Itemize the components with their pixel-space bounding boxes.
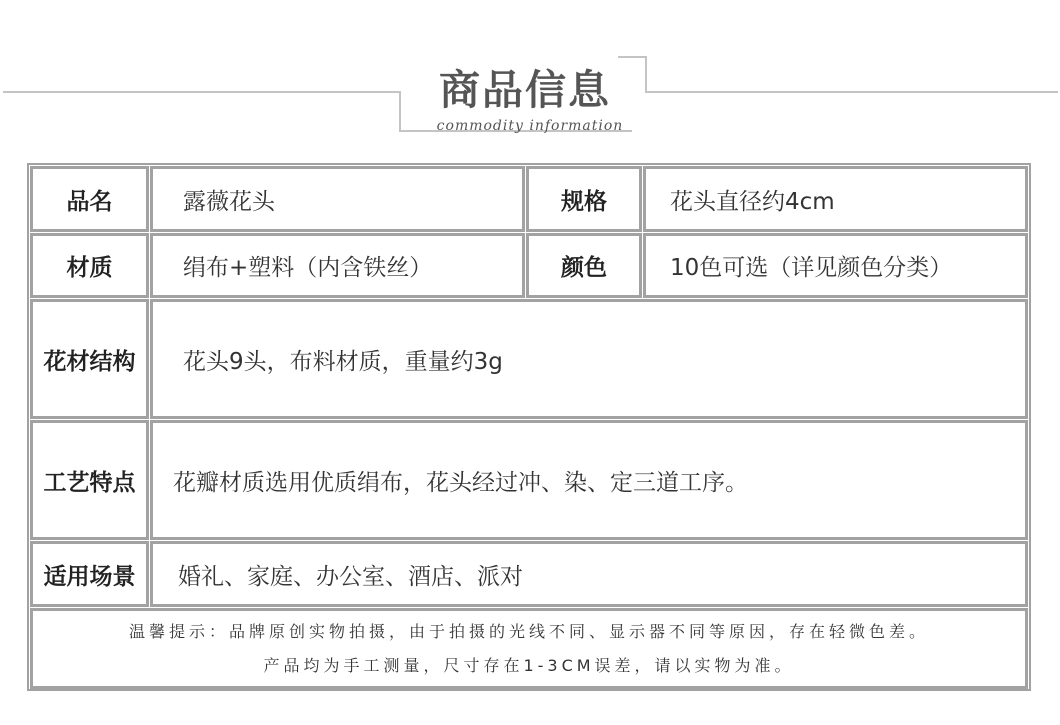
craft-value: 花瓣材质选用优质绢布，花头经过冲、染、定三道工序。 bbox=[173, 469, 748, 496]
structure-label: 花材结构 bbox=[43, 348, 136, 375]
name-value-cell bbox=[150, 166, 525, 232]
material-label-cell bbox=[30, 233, 149, 298]
scenes-label-cell bbox=[30, 541, 149, 607]
notice-cell bbox=[30, 608, 1028, 689]
craft-label: 工艺特点 bbox=[43, 469, 136, 496]
craft-label-cell bbox=[30, 420, 149, 540]
color-value-cell bbox=[643, 233, 1028, 298]
material-value-cell bbox=[150, 233, 525, 298]
spec-label-cell bbox=[526, 166, 642, 232]
structure-value-cell bbox=[150, 299, 1028, 419]
craft-value-cell bbox=[150, 420, 1028, 540]
spec-value-cell bbox=[643, 166, 1028, 232]
notice-line-1: 温馨提示：品牌原创实物拍摄，由于拍摄的光线不同、显示器不同等原因，存在轻微色差。 bbox=[128, 621, 929, 641]
color-label: 颜色 bbox=[561, 255, 607, 281]
notice-line-2: 产品均为手工测量，尺寸存在1-3CM误差，请以实物为准。 bbox=[263, 655, 795, 675]
name-value: 露薇花头 bbox=[183, 188, 275, 215]
page-title: 商品信息 bbox=[439, 66, 611, 114]
scenes-value: 婚礼、家庭、办公室、酒店、派对 bbox=[178, 563, 523, 590]
name-label: 品名 bbox=[66, 188, 113, 215]
scenes-label: 适用场景 bbox=[43, 563, 136, 590]
structure-value: 花头9头，布料材质，重量约3g bbox=[183, 348, 503, 375]
color-value: 10色可选（详见颜色分类） bbox=[670, 255, 953, 281]
scenes-value-cell bbox=[150, 541, 1028, 607]
material-value: 绢布+塑料（内含铁丝） bbox=[183, 255, 433, 281]
material-label: 材质 bbox=[66, 255, 113, 281]
color-label-cell bbox=[526, 233, 642, 298]
page-subtitle: commodity information bbox=[436, 118, 624, 134]
spec-label: 规格 bbox=[561, 188, 607, 215]
right-bracket-line bbox=[618, 57, 1058, 92]
name-label-cell bbox=[30, 166, 149, 232]
structure-label-cell bbox=[30, 299, 149, 419]
spec-value: 花头直径约4cm bbox=[670, 188, 835, 215]
